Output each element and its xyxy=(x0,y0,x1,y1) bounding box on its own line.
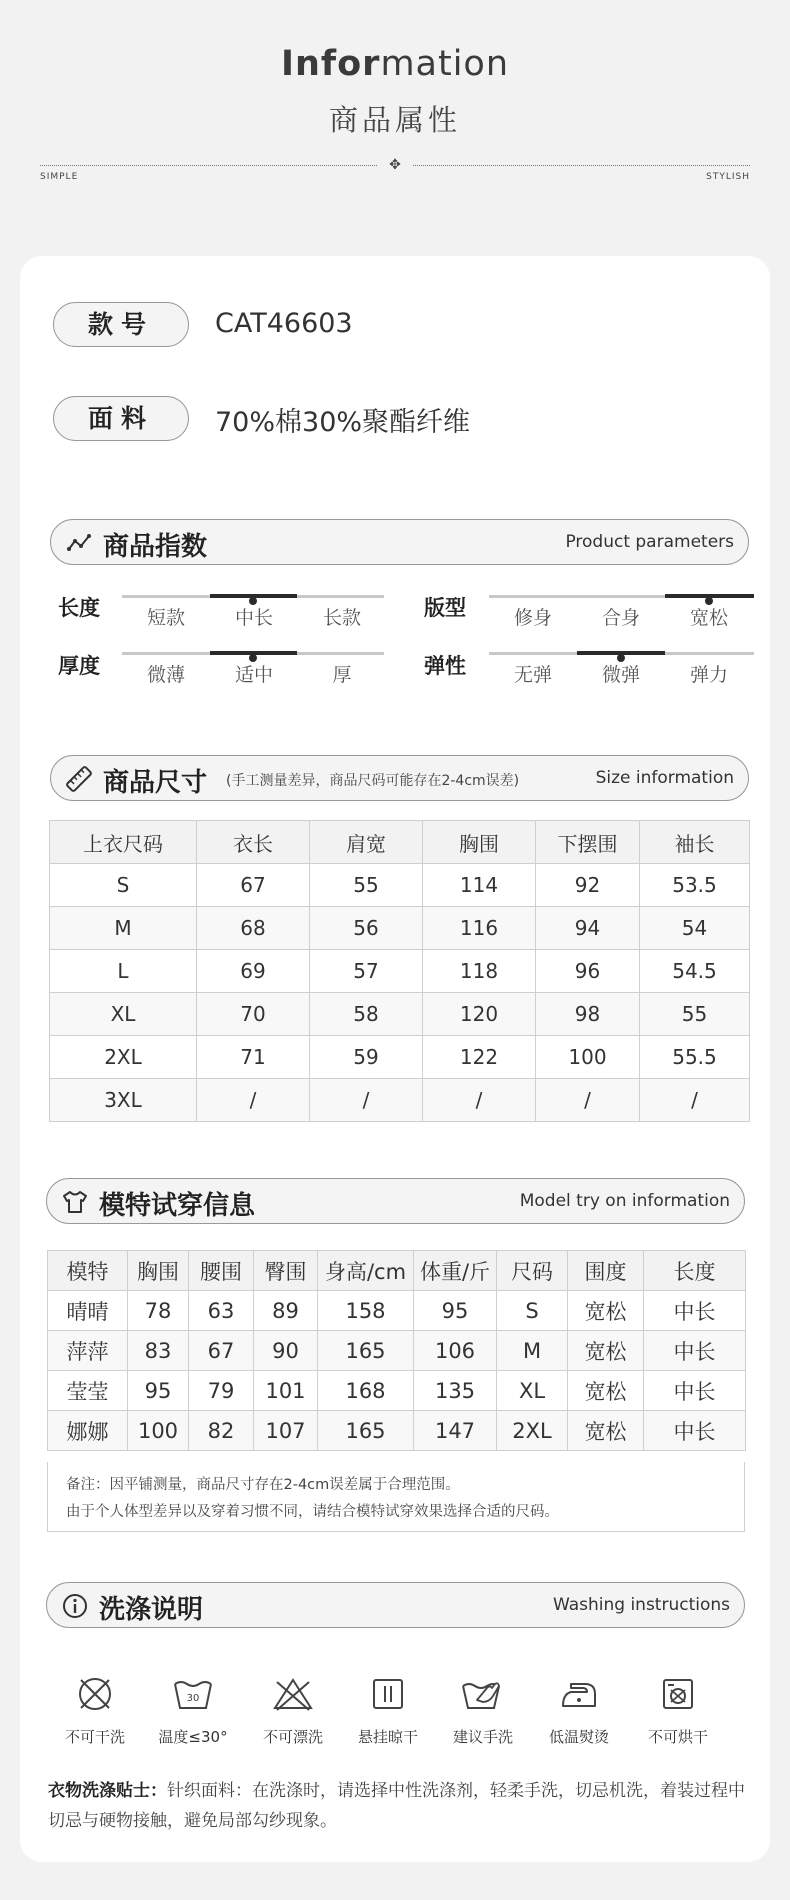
table-cell: 101 xyxy=(254,1371,318,1411)
param-label: 长度 xyxy=(58,596,100,620)
table-cell: 79 xyxy=(189,1371,254,1411)
style-number-label: 款号 xyxy=(53,302,189,347)
model-note xyxy=(47,1462,745,1532)
trend-line-icon xyxy=(65,529,93,557)
section-title-en: Product parameters xyxy=(565,532,734,552)
table-row xyxy=(48,1291,746,1331)
model-table xyxy=(47,1250,746,1451)
no-tumble-dry-icon xyxy=(658,1674,698,1714)
wash-label: 温度≤30° xyxy=(158,1728,228,1746)
table-header-cell: 肩宽 xyxy=(310,821,423,864)
table-cell: 54.5 xyxy=(640,950,750,993)
table-cell: / xyxy=(197,1079,310,1122)
product-parameters-header xyxy=(50,519,749,565)
header-divider-right xyxy=(413,165,750,166)
table-header-cell: 臀围 xyxy=(254,1251,318,1291)
table-cell: 71 xyxy=(197,1036,310,1079)
low-iron-icon xyxy=(557,1674,601,1714)
model-note-line: 备注：因平铺测量，商品尺寸存在2-4cm误差属于合理范围。 xyxy=(66,1477,460,1493)
header-tag-simple: SIMPLE xyxy=(40,172,79,182)
table-header-cell: 模特 xyxy=(48,1251,128,1291)
table-header-cell: 腰围 xyxy=(189,1251,254,1291)
hang-dry-icon xyxy=(368,1674,408,1714)
wash-30-icon xyxy=(171,1674,215,1714)
model-try-on-header xyxy=(46,1178,745,1224)
param-label: 弹性 xyxy=(424,654,466,678)
section-title: 模特试穿信息 xyxy=(99,1191,256,1221)
wash-label: 悬挂晾干 xyxy=(357,1728,418,1746)
table-cell: 莹莹 xyxy=(48,1371,128,1411)
table-cell: 59 xyxy=(310,1036,423,1079)
table-cell: / xyxy=(310,1079,423,1122)
table-cell: 165 xyxy=(318,1331,414,1371)
table-cell: 53.5 xyxy=(640,864,750,907)
section-title: 商品尺寸 xyxy=(103,768,208,798)
hand-wash-icon xyxy=(459,1674,507,1714)
wash-item xyxy=(250,1674,336,1747)
table-cell: 宽松 xyxy=(568,1291,644,1331)
table-header-cell: 身高/cm xyxy=(318,1251,414,1291)
table-header-cell: 胸围 xyxy=(128,1251,189,1291)
param-option: 合身 xyxy=(601,607,640,629)
table-cell: 107 xyxy=(254,1411,318,1451)
table-cell: L xyxy=(50,950,197,993)
table-cell: 96 xyxy=(536,950,640,993)
table-cell: 宽松 xyxy=(568,1411,644,1451)
table-header-cell: 衣长 xyxy=(197,821,310,864)
model-note-line: 由于个人体型差异以及穿着习惯不同，请结合模特试穿效果选择合适的尺码。 xyxy=(66,1504,559,1520)
table-row xyxy=(50,950,750,993)
fabric-value: 70%棉30%聚酯纤维 xyxy=(215,407,471,438)
table-row xyxy=(50,907,750,950)
wash-label: 不可烘干 xyxy=(647,1728,708,1746)
table-cell: 118 xyxy=(423,950,536,993)
wash-item xyxy=(635,1674,721,1747)
wash-item xyxy=(52,1674,138,1747)
size-measure-note: (手工测量差异，商品尺码可能存在2-4cm误差) xyxy=(226,773,520,789)
table-cell: 95 xyxy=(128,1371,189,1411)
table-cell: 3XL xyxy=(50,1079,197,1122)
table-cell: 90 xyxy=(254,1331,318,1371)
param-label: 厚度 xyxy=(58,654,100,678)
param-option-selected: 宽松 xyxy=(689,607,728,629)
table-cell: 158 xyxy=(318,1291,414,1331)
param-option: 厚 xyxy=(332,664,352,686)
size-table xyxy=(49,820,750,1122)
fabric-label: 面料 xyxy=(53,396,189,441)
table-row xyxy=(48,1411,746,1451)
table-cell: 69 xyxy=(197,950,310,993)
param-option: 弹力 xyxy=(689,664,728,686)
table-cell: 2XL xyxy=(50,1036,197,1079)
param-option: 短款 xyxy=(146,607,185,629)
table-header-row xyxy=(50,821,750,864)
table-cell: 116 xyxy=(423,907,536,950)
wash-item xyxy=(345,1674,431,1747)
table-header-cell: 胸围 xyxy=(423,821,536,864)
table-cell: 58 xyxy=(310,993,423,1036)
table-cell: 中长 xyxy=(644,1371,746,1411)
wash-tip xyxy=(48,1776,750,1836)
table-cell: M xyxy=(50,907,197,950)
table-cell: 165 xyxy=(318,1411,414,1451)
table-row xyxy=(50,993,750,1036)
table-cell: 89 xyxy=(254,1291,318,1331)
table-row xyxy=(48,1331,746,1371)
param-option: 微薄 xyxy=(146,664,185,686)
table-cell: 114 xyxy=(423,864,536,907)
table-cell: 宽松 xyxy=(568,1331,644,1371)
table-cell: 萍萍 xyxy=(48,1331,128,1371)
table-cell: / xyxy=(536,1079,640,1122)
section-title: 洗涤说明 xyxy=(99,1595,204,1625)
table-cell: 83 xyxy=(128,1331,189,1371)
table-cell: 55.5 xyxy=(640,1036,750,1079)
table-cell: 68 xyxy=(197,907,310,950)
table-cell: 67 xyxy=(197,864,310,907)
table-cell: 63 xyxy=(189,1291,254,1331)
table-cell: 娜娜 xyxy=(48,1411,128,1451)
table-cell: 94 xyxy=(536,907,640,950)
table-cell: 55 xyxy=(310,864,423,907)
table-cell: M xyxy=(497,1331,568,1371)
table-header-cell: 袖长 xyxy=(640,821,750,864)
table-cell: XL xyxy=(497,1371,568,1411)
table-header-row xyxy=(48,1251,746,1291)
table-cell: XL xyxy=(50,993,197,1036)
wash-temp-value: 30 xyxy=(186,1693,200,1704)
table-header-cell: 体重/斤 xyxy=(414,1251,497,1291)
table-cell: 120 xyxy=(423,993,536,1036)
table-cell: 中长 xyxy=(644,1331,746,1371)
ruler-icon xyxy=(65,765,93,793)
section-title-en: Model try on information xyxy=(519,1191,730,1211)
section-title: 商品指数 xyxy=(103,532,208,562)
style-number-value: CAT46603 xyxy=(215,308,353,339)
table-cell: 中长 xyxy=(644,1411,746,1451)
table-header-cell: 长度 xyxy=(644,1251,746,1291)
no-dry-clean-icon xyxy=(75,1674,115,1714)
table-cell: 135 xyxy=(414,1371,497,1411)
wash-label: 不可漂洗 xyxy=(262,1728,323,1746)
table-cell: 95 xyxy=(414,1291,497,1331)
table-cell: 宽松 xyxy=(568,1371,644,1411)
table-row xyxy=(50,864,750,907)
param-option: 长款 xyxy=(322,607,361,629)
table-cell: 57 xyxy=(310,950,423,993)
table-cell: / xyxy=(423,1079,536,1122)
washing-instructions-header xyxy=(46,1582,745,1628)
table-cell: 中长 xyxy=(644,1291,746,1331)
param-option-selected: 适中 xyxy=(234,664,273,686)
wash-label: 建议手洗 xyxy=(452,1728,513,1746)
table-cell: 2XL xyxy=(497,1411,568,1451)
tshirt-icon xyxy=(61,1188,89,1216)
section-title-en: Washing instructions xyxy=(552,1595,730,1615)
table-cell: 147 xyxy=(414,1411,497,1451)
table-cell: S xyxy=(497,1291,568,1331)
table-cell: 98 xyxy=(536,993,640,1036)
table-row xyxy=(50,1079,750,1122)
crosshair-icon: ✥ xyxy=(389,157,401,173)
info-icon xyxy=(61,1592,89,1620)
wash-item xyxy=(536,1674,622,1747)
wash-tip-text: 针织面料：在洗涤时，请选择中性洗涤剂，轻柔手洗，切忌机洗，着装过程中切忌与硬物接触，避免局部勾纱现象。 xyxy=(48,1781,745,1831)
table-cell: 100 xyxy=(536,1036,640,1079)
table-cell: 78 xyxy=(128,1291,189,1331)
param-option-selected: 中长 xyxy=(234,607,273,629)
page-header xyxy=(0,0,790,250)
table-cell: 54 xyxy=(640,907,750,950)
table-header-cell: 上衣尺码 xyxy=(50,821,197,864)
wash-tip-label: 衣物洗涤贴士： xyxy=(48,1781,167,1801)
section-title-en: Size information xyxy=(595,768,734,788)
table-row xyxy=(48,1371,746,1411)
table-cell: 82 xyxy=(189,1411,254,1451)
table-cell: 晴晴 xyxy=(48,1291,128,1331)
table-cell: 100 xyxy=(128,1411,189,1451)
table-cell: 92 xyxy=(536,864,640,907)
param-option: 无弹 xyxy=(513,664,552,686)
table-header-cell: 下摆围 xyxy=(536,821,640,864)
table-cell: / xyxy=(640,1079,750,1122)
table-cell: 106 xyxy=(414,1331,497,1371)
table-cell: 56 xyxy=(310,907,423,950)
table-cell: 168 xyxy=(318,1371,414,1411)
table-row xyxy=(50,1036,750,1079)
header-divider-left xyxy=(40,165,377,166)
header-tag-stylish: STYLISH xyxy=(706,172,750,182)
table-cell: 55 xyxy=(640,993,750,1036)
param-option: 修身 xyxy=(513,607,552,629)
table-cell: 122 xyxy=(423,1036,536,1079)
wash-item xyxy=(440,1674,526,1747)
size-info-header xyxy=(50,755,749,801)
table-cell: 70 xyxy=(197,993,310,1036)
wash-label: 低温熨烫 xyxy=(548,1728,609,1746)
wash-item xyxy=(150,1674,236,1747)
no-bleach-icon xyxy=(271,1674,315,1714)
param-label: 版型 xyxy=(424,596,466,620)
table-cell: S xyxy=(50,864,197,907)
header-subtitle: 商品属性 xyxy=(328,103,461,137)
table-cell: 67 xyxy=(189,1331,254,1371)
wash-label: 不可干洗 xyxy=(64,1728,125,1746)
table-header-cell: 围度 xyxy=(568,1251,644,1291)
table-header-cell: 尺码 xyxy=(497,1251,568,1291)
param-option-selected: 微弹 xyxy=(601,664,640,686)
header-title: Information xyxy=(280,44,510,84)
